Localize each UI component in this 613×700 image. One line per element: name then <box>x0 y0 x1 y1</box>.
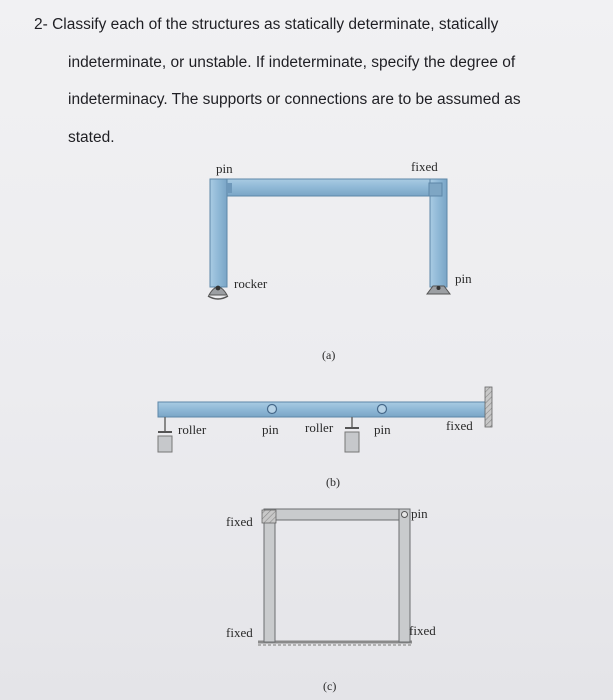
figure-c <box>226 506 436 693</box>
pin-hinge-1 <box>268 405 277 414</box>
caption-b: (b) <box>326 475 340 489</box>
label-b-pin-2: pin <box>374 422 391 437</box>
fixed-wall-b <box>485 387 492 427</box>
label-c-fixed-bottom-right: fixed <box>409 623 436 638</box>
frame-c-left-column <box>264 509 275 642</box>
roller-support-mid <box>345 417 359 452</box>
rocker-support <box>208 286 228 299</box>
roller-support-left <box>158 417 172 452</box>
caption-c: (c) <box>323 679 337 693</box>
label-b-fixed: fixed <box>446 418 473 433</box>
label-c-fixed-bottom-left: fixed <box>226 625 253 640</box>
question-line-3: indeterminacy. The supports or connections are to be assumed as <box>68 91 521 108</box>
label-c-fixed-top: fixed <box>226 514 253 529</box>
question-line-2: indeterminate, or unstable. If indeterminate, specify the degree of <box>68 53 516 71</box>
fixed-marker-c-top <box>262 510 276 523</box>
label-b-pin-1: pin <box>262 422 279 437</box>
frame-a-beam <box>210 179 447 196</box>
pin-joint-marker <box>226 183 232 193</box>
frame-c-beam <box>264 509 410 520</box>
fixed-joint-marker <box>429 183 442 196</box>
beam-b <box>158 402 486 417</box>
pin-hinge-c <box>402 512 408 518</box>
label-a-pin-right: pin <box>455 271 472 286</box>
label-b-roller-left: roller <box>178 422 207 437</box>
label-a-pin-left: pin <box>216 161 233 176</box>
label-a-rocker: rocker <box>234 276 268 291</box>
pin-hinge-2 <box>378 405 387 414</box>
label-a-fixed: fixed <box>411 159 438 174</box>
frame-a-left-column <box>210 179 227 287</box>
question-line-1: 2- Classify each of the structures as statically determinate, statically <box>34 16 499 33</box>
label-c-pin: pin <box>411 506 428 521</box>
figure-a <box>208 159 472 362</box>
label-b-roller-mid: roller <box>305 420 334 435</box>
question-line-4: stated. <box>68 128 115 146</box>
figure-b <box>158 387 492 489</box>
caption-a: (a) <box>322 348 336 362</box>
